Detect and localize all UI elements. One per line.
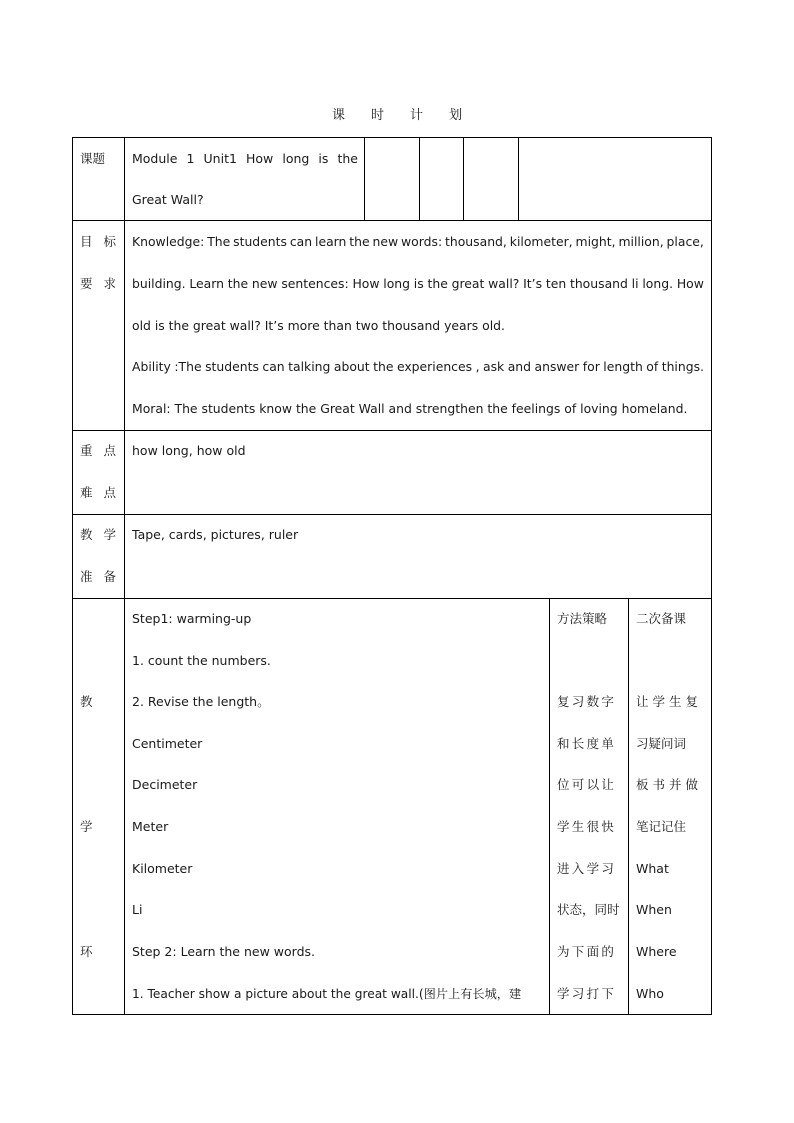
goal-word: talking — [288, 359, 331, 374]
process-label-char: 教 — [80, 694, 93, 709]
goal-word: great — [451, 276, 485, 291]
goal-word: thousand — [569, 276, 628, 291]
row-divider — [72, 598, 712, 599]
goal-word: about — [333, 359, 370, 374]
goal-word: learn — [315, 234, 347, 249]
label-char: 准 — [80, 569, 93, 584]
col-divider — [364, 137, 365, 221]
col-divider — [124, 137, 125, 1015]
row-divider — [72, 430, 712, 431]
page-title — [0, 104, 794, 123]
goal-word: building. — [132, 276, 186, 291]
knowledge-line-1 — [132, 234, 704, 250]
goal-word: ask — [483, 359, 505, 374]
label-char: 点 — [103, 485, 116, 500]
goal-word: the — [427, 276, 448, 291]
goals-label-line-2 — [80, 276, 116, 292]
goal-word: kilometer, — [509, 234, 573, 249]
goal-word: , — [475, 359, 480, 374]
method-line: 进入学习 — [557, 861, 617, 876]
goal-word: the — [227, 276, 249, 291]
goal-word: It’s — [523, 276, 543, 291]
lesson-plan-table — [72, 137, 712, 1015]
goal-word: sentences: — [281, 276, 349, 291]
goal-word: The — [207, 234, 231, 249]
process-line: Meter — [132, 819, 169, 834]
second-prep-line: 板书并做 — [636, 777, 703, 792]
label-char: 要 — [80, 276, 93, 291]
process-line: Step1: warming-up — [132, 611, 252, 626]
label-char: 难 — [80, 485, 93, 500]
topic-label: 课题 — [80, 151, 106, 166]
process-line: Li — [132, 902, 143, 917]
topic-word: 1 — [186, 151, 195, 166]
title-char: 时 — [370, 108, 384, 123]
label-char: 目 — [80, 234, 93, 249]
second-prep-line: 习疑问词 — [636, 736, 687, 751]
topic-word: Module — [132, 151, 178, 166]
topic-word: How — [246, 151, 274, 166]
method-line: 为下面的 — [557, 944, 617, 959]
goal-word: Ability — [132, 359, 171, 374]
topic-line-2: Great Wall? — [132, 192, 204, 207]
label-char: 备 — [103, 569, 116, 584]
process-line: Step 2: Learn the new words. — [132, 944, 315, 959]
goal-word: new — [251, 276, 278, 291]
second-prep-line: What — [636, 861, 669, 876]
method-line: 和长度单 — [557, 736, 617, 751]
process-line: 2. Revise the length。 — [132, 694, 270, 709]
goal-word: students — [233, 234, 287, 249]
preparation-text: Tape, cards, pictures, ruler — [132, 527, 299, 542]
label-char: 点 — [103, 443, 116, 458]
second-prep-line: Where — [636, 944, 677, 959]
goal-word: :The — [174, 359, 202, 374]
goal-word: li — [631, 276, 639, 291]
process-line: Kilometer — [132, 861, 193, 876]
topic-word: the — [337, 151, 358, 166]
second-prep-line: 让学生复 — [636, 694, 703, 709]
knowledge-line-3: old is the great wall? It’s more than two thousand years old. — [132, 318, 505, 333]
label-char: 求 — [103, 276, 116, 291]
goal-word: words: — [401, 234, 443, 249]
goal-word: thousand, — [445, 234, 507, 249]
ability-line — [132, 359, 704, 375]
process-label-char: 学 — [80, 819, 93, 834]
goal-word: might, — [575, 234, 616, 249]
topic-line-1 — [132, 151, 358, 167]
method-line: 复习数字 — [557, 694, 617, 709]
prep-label-line-2 — [80, 569, 116, 585]
goal-word: Learn — [189, 276, 224, 291]
process-line: Decimeter — [132, 777, 198, 792]
title-char: 课 — [331, 108, 345, 123]
key-label-line-1 — [80, 443, 116, 459]
topic-word: is — [318, 151, 329, 166]
row-divider — [72, 220, 712, 221]
goal-word: for — [582, 359, 600, 374]
col-divider — [463, 137, 464, 221]
goals-label-line-1 — [80, 234, 116, 250]
title-char: 划 — [449, 108, 463, 123]
method-line: 学习打下 — [557, 986, 617, 1001]
second-prep-line: 笔记记住 — [636, 819, 687, 834]
topic-word: long — [282, 151, 310, 166]
second-prep-line: When — [636, 902, 672, 917]
row-divider — [72, 514, 712, 515]
goal-word: can — [289, 234, 313, 249]
process-line: 1. count the numbers. — [132, 653, 271, 668]
col-divider — [549, 598, 550, 1015]
goal-word: wall? — [488, 276, 520, 291]
knowledge-line-2 — [132, 276, 704, 292]
goal-word: the — [373, 359, 394, 374]
goal-word: place, — [666, 234, 704, 249]
method-line: 学生很快 — [557, 819, 617, 834]
goal-word: million, — [618, 234, 664, 249]
goal-word: How — [352, 276, 380, 291]
goal-word: long. — [642, 276, 674, 291]
method-header: 方法策略 — [557, 611, 608, 626]
title-char: 计 — [410, 108, 424, 123]
goal-word: length — [603, 359, 643, 374]
col-divider — [518, 137, 519, 221]
key-points-text: how long, how old — [132, 443, 246, 458]
method-line: 位可以让 — [557, 777, 617, 792]
goal-word: answer — [534, 359, 580, 374]
label-char: 学 — [103, 527, 116, 542]
topic-word: Unit1 — [203, 151, 237, 166]
goal-word: experiences — [396, 359, 473, 374]
goal-word: of — [646, 359, 659, 374]
goal-word: long — [383, 276, 411, 291]
goal-word: is — [413, 276, 424, 291]
col-divider — [419, 137, 420, 221]
label-char: 重 — [80, 443, 93, 458]
method-line: 状态，同时 — [557, 902, 620, 917]
prep-label-line-1 — [80, 527, 116, 543]
goal-word: ten — [545, 276, 567, 291]
second-prep-header: 二次备课 — [636, 611, 687, 626]
goal-word: can — [262, 359, 285, 374]
moral-line: Moral: The students know the Great Wall and strengthen the feelings of loving homeland. — [132, 401, 688, 416]
goal-word: students — [205, 359, 259, 374]
goal-word: things. — [661, 359, 704, 374]
process-label-char: 环 — [80, 944, 93, 959]
label-char: 教 — [80, 527, 93, 542]
col-divider — [628, 598, 629, 1015]
goal-word: Knowledge: — [132, 234, 205, 249]
goal-word: new — [372, 234, 399, 249]
process-line: 1. Teacher show a picture about the great wall.(图片上有长城，建 — [132, 987, 522, 1001]
process-line: Centimeter — [132, 736, 203, 751]
goal-word: How — [676, 276, 704, 291]
second-prep-line: Who — [636, 986, 664, 1001]
goal-word: the — [349, 234, 370, 249]
goal-word: and — [507, 359, 532, 374]
key-label-line-2 — [80, 485, 116, 501]
label-char: 标 — [103, 234, 116, 249]
